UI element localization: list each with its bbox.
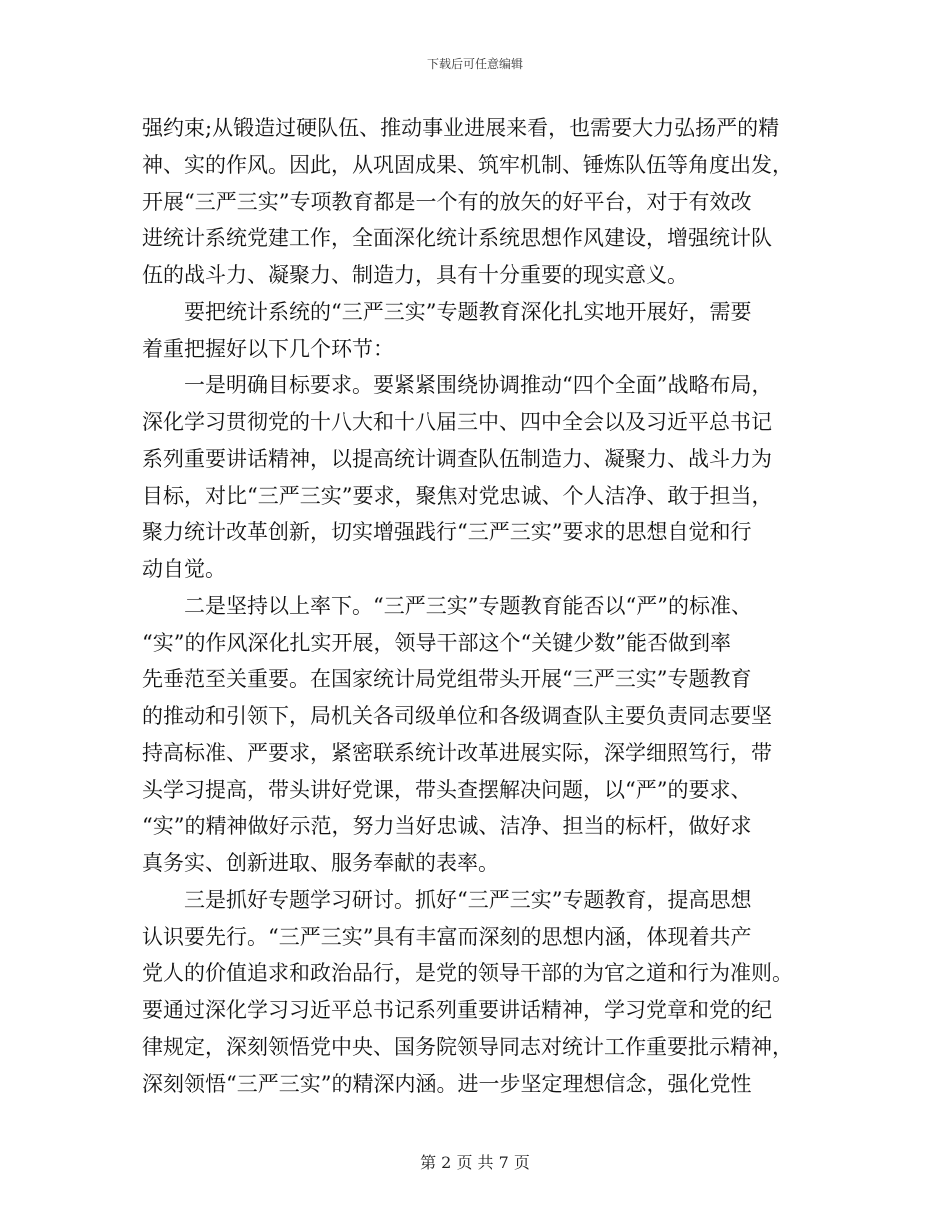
text-line: 动自觉。 bbox=[142, 557, 226, 581]
paragraph-1 bbox=[142, 110, 810, 294]
text-line: 伍的战斗力、凝聚力、制造力，具有十分重要的现实意义。 bbox=[142, 263, 688, 287]
text-line: 系列重要讲话精神，以提高统计调查队伍制造力、凝聚力、战斗力为 bbox=[142, 446, 772, 471]
text-line: 律规定，深刻领悟党中央、国务院领导同志对统计工作重要批示精神， bbox=[142, 1034, 793, 1059]
text-line: 的推动和引领下，局机关各司级单位和各级调查队主要负责同志要坚 bbox=[142, 704, 772, 728]
text-line: 开展“三严三实”专项教育都是一个有的放矢的好平台，对于有效改 bbox=[142, 189, 752, 214]
text-line: 神、实的作风。因此，从巩固成果、筑牢机制、锤炼队伍等角度出发， bbox=[142, 152, 793, 177]
text-line: 强约束;从锻造过硬队伍、推动事业进展来看，也需要大力弘扬严的精 bbox=[142, 116, 780, 140]
text-line: 一是明确目标要求。要紧紧围绕协调推动“四个全面”战略布局， bbox=[142, 373, 773, 398]
text-line: 二是坚持以上率下。“三严三实”专题教育能否以“严”的标准、 bbox=[142, 593, 752, 618]
text-line: 要通过深化学习习近平总书记系列重要讲话精神，学习党章和党的纪 bbox=[142, 998, 772, 1022]
text-line: 深化学习贯彻党的十八大和十八届三中、四中全会以及习近平总书记 bbox=[142, 410, 772, 434]
text-line: 要把统计系统的“三严三实”专题教育深化扎实地开展好，需要 bbox=[142, 299, 752, 324]
text-line: 党人的价值追求和政治品行，是党的领导干部的为官之道和行为准则。 bbox=[142, 961, 793, 986]
text-line: 聚力统计改革创新，切实增强践行“三严三实”要求的思想自觉和行 bbox=[142, 520, 752, 545]
text-line: “实”的作风深化扎实开展，领导干部这个“关键少数”能否做到率 bbox=[142, 630, 731, 655]
text-line: 持高标准、严要求，紧密联系统计改革进展实际，深学细照笃行，带 bbox=[142, 740, 772, 765]
text-line: 先垂范至关重要。在国家统计局党组带头开展“三严三实”专题教育 bbox=[142, 667, 752, 692]
text-line: 头学习提高，带头讲好党课，带头查摆解决问题，以“严”的要求、 bbox=[142, 777, 752, 802]
text-line: “实”的精神做好示范，努力当好忠诚、洁净、担当的标杆，做好求 bbox=[142, 814, 752, 839]
page-header: 下载后可任意编辑 bbox=[426, 57, 523, 71]
paragraph-2 bbox=[142, 294, 810, 368]
paragraph-3 bbox=[142, 367, 810, 588]
paragraph-4 bbox=[142, 588, 810, 882]
page-footer: 第 2 页 共 7 页 bbox=[420, 1153, 530, 1172]
text-line: 认识要先行。“三严三实”具有丰富而深刻的思想内涵，体现着共产 bbox=[142, 924, 752, 949]
text-line: 着重把握好以下几个环节： bbox=[142, 336, 394, 361]
text-line: 真务实、创新进取、服务奉献的表率。 bbox=[142, 851, 499, 875]
text-line: 三是抓好专题学习研讨。抓好“三严三实”专题教育，提高思想 bbox=[142, 887, 752, 912]
document-body bbox=[142, 110, 810, 1102]
text-line: 深刻领悟“三严三实”的精深内涵。进一步坚定理想信念，强化党性 bbox=[142, 1071, 752, 1096]
paragraph-5 bbox=[142, 882, 810, 1103]
text-line: 目标，对比“三严三实”要求，聚焦对党忠诚、个人洁净、敢于担当， bbox=[142, 483, 773, 508]
text-line: 进统计系统党建工作，全面深化统计系统思想作风建设，增强统计队 bbox=[142, 226, 772, 251]
